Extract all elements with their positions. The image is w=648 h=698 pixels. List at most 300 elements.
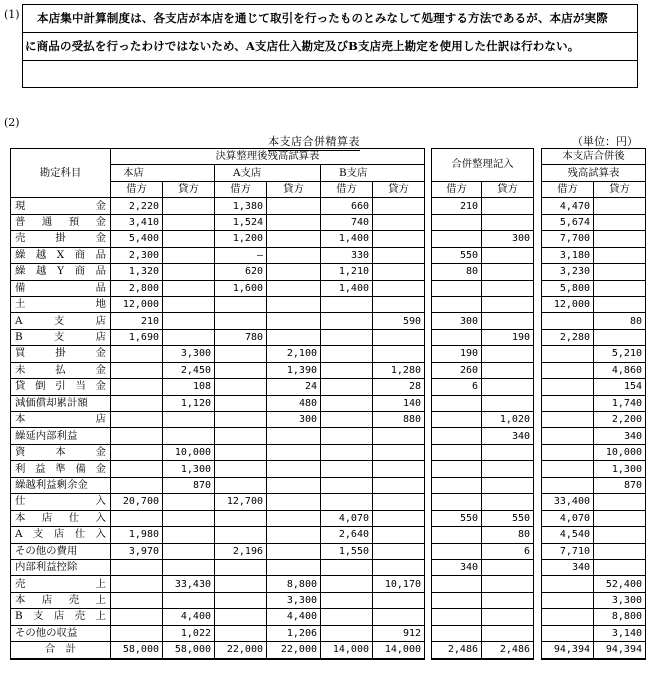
debit-cell — [215, 609, 267, 625]
debit-cell — [111, 346, 163, 362]
credit-cell: 140 — [373, 395, 425, 411]
account-name: A支店仕入 — [11, 527, 111, 543]
table-row — [11, 592, 646, 608]
debit-cell — [111, 510, 163, 526]
credit-cell: 4,860 — [594, 362, 646, 378]
credit-cell: 300 — [267, 412, 321, 428]
credit-cell — [482, 214, 534, 230]
table-row — [11, 576, 646, 592]
debit-cell — [321, 592, 373, 608]
credit-cell — [482, 576, 534, 592]
table-row — [11, 559, 646, 575]
credit-cell: 6 — [482, 543, 534, 559]
credit-cell — [594, 494, 646, 510]
debit-cell — [321, 296, 373, 312]
answer-line-2: に商品の受払を行ったわけではないため、A支店仕入勘定及びB支店売上勘定を使用した仕訳は行わない。 — [23, 33, 637, 61]
table-row — [11, 231, 646, 247]
debit-cell — [432, 231, 482, 247]
debit-cell: 1,980 — [111, 527, 163, 543]
credit-cell — [163, 313, 215, 329]
debit-cell — [432, 214, 482, 230]
credit-cell — [267, 198, 321, 214]
table-row — [11, 543, 646, 559]
credit-cell: 4,400 — [267, 609, 321, 625]
credit-cell — [373, 280, 425, 296]
credit-cell: 912 — [373, 625, 425, 641]
debit-cell — [542, 609, 594, 625]
account-name: 減価償却累計額 — [11, 395, 111, 411]
credit-cell: 8,800 — [267, 576, 321, 592]
debit-cell — [432, 494, 482, 510]
debit-cell: 12,700 — [215, 494, 267, 510]
debit-cell — [321, 477, 373, 493]
table-row — [11, 527, 646, 543]
credit-cell: 10,000 — [163, 444, 215, 460]
credit-cell — [163, 198, 215, 214]
honten-header: 本店 — [111, 165, 215, 181]
a-branch-header: A支店 — [215, 165, 321, 181]
credit-cell — [373, 198, 425, 214]
table-row — [11, 395, 646, 411]
debit-cell: 1,600 — [215, 280, 267, 296]
debit-cell: 3,180 — [542, 247, 594, 263]
debit-cell — [321, 395, 373, 411]
account-name: 繰越X商品 — [11, 247, 111, 263]
combined-header-line1: 本支店合併後 — [542, 149, 646, 165]
credit-cell — [163, 214, 215, 230]
credit-cell — [373, 247, 425, 263]
question-1-label: (1) — [4, 8, 20, 21]
credit-cell — [373, 559, 425, 575]
credit-cell: 300 — [482, 231, 534, 247]
debit-cell — [215, 527, 267, 543]
table-row — [11, 198, 646, 214]
account-name: 本店売上 — [11, 592, 111, 608]
account-name: 本店仕入 — [11, 510, 111, 526]
credit-cell — [267, 247, 321, 263]
table-row — [11, 461, 646, 477]
total-row — [11, 642, 646, 659]
debit-cell: 330 — [321, 247, 373, 263]
account-name: 備 品 — [11, 280, 111, 296]
credit-cell — [482, 395, 534, 411]
debit-cell — [111, 576, 163, 592]
debit-cell — [542, 461, 594, 477]
credit-cell — [594, 296, 646, 312]
debit-cell — [321, 444, 373, 460]
combined-header-line2: 残高試算表 — [542, 165, 646, 181]
debit-cell — [111, 428, 163, 444]
worksheet-body — [11, 198, 646, 659]
debit-cell — [215, 444, 267, 460]
debit-cell — [432, 625, 482, 641]
credit-cell — [482, 313, 534, 329]
answer-line-1: 本店集中計算制度は、各支店が本店を通じて取引を行ったものとみなして処理する方法であるが、本店が実際 — [23, 5, 637, 33]
debit-cell — [432, 576, 482, 592]
credit-cell — [482, 362, 534, 378]
debit-cell — [432, 280, 482, 296]
account-name: A 支 店 — [11, 313, 111, 329]
debit-cell — [111, 362, 163, 378]
debit-cell — [321, 461, 373, 477]
credit-cell: 870 — [594, 477, 646, 493]
adjustment-header: 合併整理記入 — [432, 149, 534, 182]
debit-cell: 550 — [432, 247, 482, 263]
account-name: 合 計 — [11, 642, 111, 659]
credit-cell — [373, 461, 425, 477]
debit-cell — [215, 592, 267, 608]
credit-cell — [163, 428, 215, 444]
debit-cell — [542, 362, 594, 378]
debit-cell: 1,690 — [111, 329, 163, 345]
debit-cell: — — [215, 247, 267, 263]
debit-cell: 1,200 — [215, 231, 267, 247]
debit-cell — [321, 313, 373, 329]
debit-cell: 740 — [321, 214, 373, 230]
debit-cell — [321, 346, 373, 362]
credit-cell: 1,206 — [267, 625, 321, 641]
debit-cell: 1,524 — [215, 214, 267, 230]
credit-cell: 52,400 — [594, 576, 646, 592]
debit-cell — [111, 477, 163, 493]
debit-cell — [432, 395, 482, 411]
credit-cell — [594, 214, 646, 230]
debit-cell: 22,000 — [215, 642, 267, 659]
credit-cell: 4,400 — [163, 609, 215, 625]
debit-header: 借方 — [321, 181, 373, 197]
account-name: 普通預金 — [11, 214, 111, 230]
credit-cell: 80 — [594, 313, 646, 329]
account-name: 現 金 — [11, 198, 111, 214]
credit-cell: 880 — [373, 412, 425, 428]
debit-cell: 58,000 — [111, 642, 163, 659]
debit-cell: 7,710 — [542, 543, 594, 559]
debit-cell: 2,196 — [215, 543, 267, 559]
credit-cell: 1,020 — [482, 412, 534, 428]
debit-cell — [215, 412, 267, 428]
credit-cell — [163, 247, 215, 263]
credit-header: 貸方 — [267, 181, 321, 197]
debit-cell — [215, 625, 267, 641]
credit-cell — [482, 559, 534, 575]
credit-cell — [163, 231, 215, 247]
account-name: 繰越Y商品 — [11, 264, 111, 280]
debit-cell — [215, 461, 267, 477]
debit-cell: 5,400 — [111, 231, 163, 247]
account-header: 勘定科目 — [11, 149, 111, 198]
credit-cell — [594, 231, 646, 247]
credit-cell: 340 — [482, 428, 534, 444]
debit-cell: 80 — [432, 264, 482, 280]
credit-cell — [373, 428, 425, 444]
debit-cell — [111, 444, 163, 460]
account-name: 利益準備金 — [11, 461, 111, 477]
credit-cell: 2,100 — [267, 346, 321, 362]
credit-cell — [163, 543, 215, 559]
debit-cell — [215, 296, 267, 312]
answer-box — [22, 4, 638, 88]
credit-cell: 10,170 — [373, 576, 425, 592]
credit-cell — [163, 329, 215, 345]
table-row — [11, 264, 646, 280]
debit-cell: 660 — [321, 198, 373, 214]
credit-cell — [482, 592, 534, 608]
debit-cell — [111, 461, 163, 477]
table-row — [11, 444, 646, 460]
debit-cell — [215, 477, 267, 493]
debit-cell — [111, 379, 163, 395]
credit-cell: 3,300 — [594, 592, 646, 608]
credit-cell: 22,000 — [267, 642, 321, 659]
credit-cell: 33,430 — [163, 576, 215, 592]
credit-cell: 94,394 — [594, 642, 646, 659]
table-row — [11, 625, 646, 641]
credit-cell — [373, 296, 425, 312]
debit-cell — [542, 395, 594, 411]
debit-cell — [215, 559, 267, 575]
credit-cell — [594, 280, 646, 296]
debit-cell — [321, 576, 373, 592]
account-name: 買 掛 金 — [11, 346, 111, 362]
credit-cell — [267, 231, 321, 247]
debit-cell — [432, 527, 482, 543]
credit-cell — [482, 346, 534, 362]
debit-cell: 2,486 — [432, 642, 482, 659]
debit-cell — [432, 461, 482, 477]
debit-cell: 2,640 — [321, 527, 373, 543]
credit-cell: 340 — [594, 428, 646, 444]
credit-cell — [594, 264, 646, 280]
credit-cell — [267, 214, 321, 230]
credit-cell — [482, 198, 534, 214]
table-row — [11, 379, 646, 395]
credit-cell: 108 — [163, 379, 215, 395]
debit-cell — [432, 444, 482, 460]
debit-cell: 4,470 — [542, 198, 594, 214]
credit-cell — [594, 198, 646, 214]
debit-cell: 4,070 — [321, 510, 373, 526]
credit-cell — [373, 609, 425, 625]
debit-cell: 1,380 — [215, 198, 267, 214]
table-row — [11, 362, 646, 378]
debit-cell — [432, 428, 482, 444]
credit-cell: 14,000 — [373, 642, 425, 659]
credit-cell — [267, 428, 321, 444]
credit-cell — [163, 280, 215, 296]
credit-cell — [267, 510, 321, 526]
credit-cell — [163, 510, 215, 526]
debit-cell: 14,000 — [321, 642, 373, 659]
credit-cell — [373, 477, 425, 493]
debit-cell: 2,300 — [111, 247, 163, 263]
debit-cell: 340 — [542, 559, 594, 575]
table-row — [11, 346, 646, 362]
debit-cell: 5,674 — [542, 214, 594, 230]
credit-cell — [267, 477, 321, 493]
debit-header: 借方 — [111, 181, 163, 197]
credit-cell: 1,280 — [373, 362, 425, 378]
debit-cell — [111, 559, 163, 575]
credit-cell — [482, 625, 534, 641]
debit-cell — [321, 559, 373, 575]
credit-cell — [267, 313, 321, 329]
debit-cell: 3,970 — [111, 543, 163, 559]
credit-cell — [482, 296, 534, 312]
credit-cell — [482, 264, 534, 280]
debit-cell: 1,400 — [321, 231, 373, 247]
debit-cell — [111, 395, 163, 411]
debit-cell — [542, 313, 594, 329]
credit-cell — [267, 296, 321, 312]
credit-cell — [373, 214, 425, 230]
debit-cell: 7,700 — [542, 231, 594, 247]
credit-cell: 10,000 — [594, 444, 646, 460]
account-name: その他の収益 — [11, 625, 111, 641]
debit-cell: 300 — [432, 313, 482, 329]
table-row — [11, 477, 646, 493]
table-row — [11, 428, 646, 444]
table-row — [11, 494, 646, 510]
credit-cell: 154 — [594, 379, 646, 395]
debit-cell: 260 — [432, 362, 482, 378]
credit-cell: 550 — [482, 510, 534, 526]
account-name: 本 店 — [11, 412, 111, 428]
debit-cell — [432, 296, 482, 312]
credit-cell — [482, 280, 534, 296]
debit-cell: 1,320 — [111, 264, 163, 280]
debit-cell: 3,410 — [111, 214, 163, 230]
credit-cell — [482, 444, 534, 460]
table-row — [11, 609, 646, 625]
table-row — [11, 296, 646, 312]
credit-cell: 24 — [267, 379, 321, 395]
credit-cell — [267, 543, 321, 559]
debit-cell — [215, 510, 267, 526]
credit-cell — [373, 494, 425, 510]
debit-cell — [215, 313, 267, 329]
b-branch-header: B支店 — [321, 165, 425, 181]
account-name: その他の費用 — [11, 543, 111, 559]
credit-cell: 1,120 — [163, 395, 215, 411]
debit-cell — [321, 609, 373, 625]
account-name: 仕 入 — [11, 494, 111, 510]
debit-cell — [542, 477, 594, 493]
debit-cell — [432, 412, 482, 428]
credit-cell — [482, 461, 534, 477]
credit-header: 貸方 — [163, 181, 215, 197]
debit-cell: 94,394 — [542, 642, 594, 659]
table-row — [11, 329, 646, 345]
debit-cell: 210 — [111, 313, 163, 329]
credit-cell: 870 — [163, 477, 215, 493]
debit-cell — [111, 609, 163, 625]
debit-cell — [432, 329, 482, 345]
credit-cell — [163, 412, 215, 428]
credit-cell: 80 — [482, 527, 534, 543]
debit-cell — [215, 576, 267, 592]
credit-cell: 28 — [373, 379, 425, 395]
unit-label: （単位：円） — [572, 135, 638, 148]
credit-header: 貸方 — [594, 181, 646, 197]
credit-cell — [482, 247, 534, 263]
credit-cell: 2,450 — [163, 362, 215, 378]
debit-cell — [321, 379, 373, 395]
credit-cell — [594, 247, 646, 263]
credit-header: 貸方 — [482, 181, 534, 197]
credit-cell — [594, 527, 646, 543]
credit-cell: 2,486 — [482, 642, 534, 659]
credit-cell: 8,800 — [594, 609, 646, 625]
credit-cell — [267, 559, 321, 575]
table-row — [11, 247, 646, 263]
debit-cell — [542, 412, 594, 428]
credit-cell: 590 — [373, 313, 425, 329]
debit-cell — [542, 444, 594, 460]
credit-cell: 1,300 — [594, 461, 646, 477]
credit-cell: 1,740 — [594, 395, 646, 411]
debit-cell — [432, 609, 482, 625]
debit-cell: 33,400 — [542, 494, 594, 510]
debit-cell — [111, 412, 163, 428]
debit-cell — [111, 625, 163, 641]
debit-cell — [321, 428, 373, 444]
credit-cell: 5,210 — [594, 346, 646, 362]
table-row — [11, 280, 646, 296]
credit-cell: 190 — [482, 329, 534, 345]
credit-cell: 1,300 — [163, 461, 215, 477]
debit-cell: 6 — [432, 379, 482, 395]
account-name: 土 地 — [11, 296, 111, 312]
account-name: 売 掛 金 — [11, 231, 111, 247]
credit-cell: 2,200 — [594, 412, 646, 428]
debit-cell: 4,540 — [542, 527, 594, 543]
debit-cell — [542, 576, 594, 592]
credit-cell: 1,022 — [163, 625, 215, 641]
debit-cell: 3,230 — [542, 264, 594, 280]
debit-cell: 2,220 — [111, 198, 163, 214]
trial-balance-header: 決算整理後残高試算表 — [111, 149, 425, 165]
credit-cell — [482, 609, 534, 625]
credit-cell — [267, 494, 321, 510]
account-name: 内部利益控除 — [11, 559, 111, 575]
debit-cell: 620 — [215, 264, 267, 280]
credit-cell — [267, 280, 321, 296]
debit-cell — [432, 477, 482, 493]
credit-cell — [267, 444, 321, 460]
credit-cell — [373, 444, 425, 460]
account-name: 未 払 金 — [11, 362, 111, 378]
debit-cell: 340 — [432, 559, 482, 575]
credit-cell — [373, 527, 425, 543]
credit-cell — [482, 477, 534, 493]
debit-cell: 12,000 — [542, 296, 594, 312]
debit-cell: 550 — [432, 510, 482, 526]
debit-cell: 1,210 — [321, 264, 373, 280]
credit-cell — [163, 494, 215, 510]
account-name: 売 上 — [11, 576, 111, 592]
debit-cell — [321, 494, 373, 510]
account-name: B 支 店 — [11, 329, 111, 345]
account-name: 資 本 金 — [11, 444, 111, 460]
credit-cell: 3,300 — [267, 592, 321, 608]
table-row — [11, 214, 646, 230]
credit-cell — [267, 264, 321, 280]
debit-cell — [215, 362, 267, 378]
debit-cell: 4,070 — [542, 510, 594, 526]
credit-cell: 58,000 — [163, 642, 215, 659]
credit-cell — [163, 527, 215, 543]
credit-cell: 3,300 — [163, 346, 215, 362]
